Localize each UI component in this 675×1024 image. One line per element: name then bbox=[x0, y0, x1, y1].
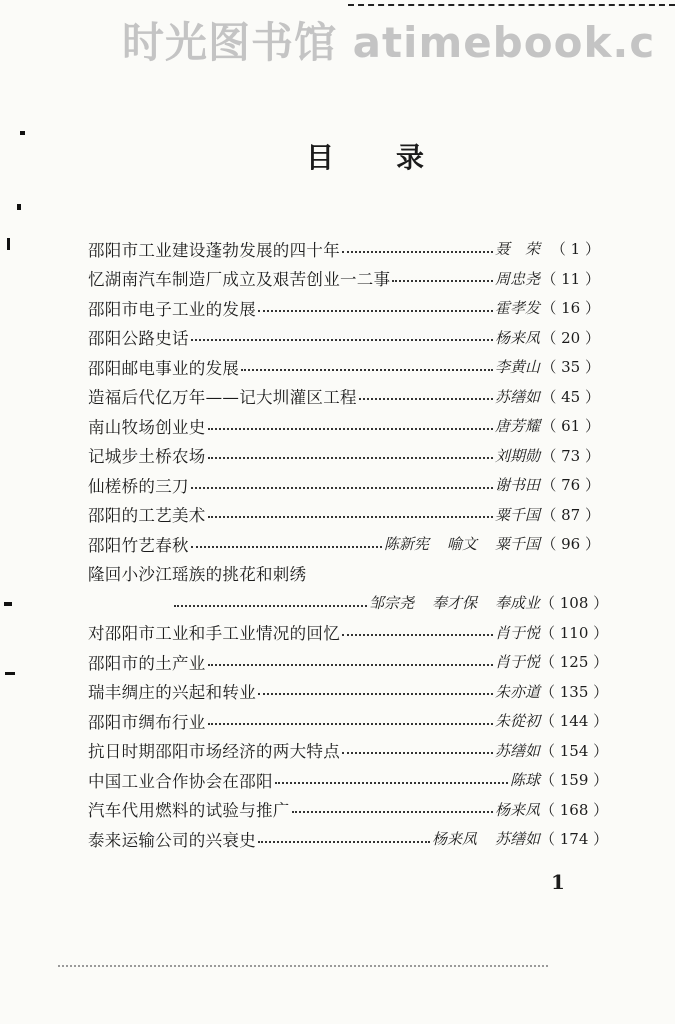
toc-entry bbox=[88, 382, 600, 412]
toc-entry bbox=[88, 559, 600, 589]
toc-entry-authors bbox=[432, 828, 540, 849]
toc-entry-page: （ 11 ） bbox=[541, 269, 600, 288]
author-name: 肖于悦 bbox=[494, 653, 540, 672]
toc-entry bbox=[88, 706, 609, 736]
watermark: 时光图书馆 atimebook.c bbox=[122, 18, 656, 67]
toc-leader-dots bbox=[342, 634, 493, 636]
author-name: 周忠尧 bbox=[494, 269, 540, 288]
toc-entry-page: （ 159 ） bbox=[540, 771, 609, 790]
toc-entry-page: （ 96 ） bbox=[541, 535, 600, 554]
author-name: 粟千国 bbox=[494, 505, 540, 524]
author-name: 苏缮如 bbox=[494, 741, 540, 760]
toc-entry bbox=[88, 234, 600, 264]
toc-entry-page: （ 20 ） bbox=[541, 328, 600, 347]
toc-leader-dots bbox=[292, 811, 493, 813]
toc-entry-authors bbox=[495, 740, 540, 761]
toc-leader-dots bbox=[208, 723, 493, 725]
toc-entry-page: （ 144 ） bbox=[540, 712, 609, 731]
author-name: 朱亦道 bbox=[494, 682, 540, 701]
toc-entry-page: （ 174 ） bbox=[540, 830, 609, 849]
toc-entry bbox=[88, 647, 609, 677]
toc-entry-title: 汽车代用燃料的试验与推广 bbox=[88, 801, 290, 821]
toc-entry-page: （ 110 ） bbox=[540, 623, 609, 642]
toc-entry-title: 造福后代亿万年——记大圳灌区工程 bbox=[88, 388, 357, 408]
toc-entry-title: 对邵阳市工业和手工业情况的回忆 bbox=[88, 624, 340, 644]
toc-leader-dots bbox=[275, 782, 508, 784]
page-number: 1 bbox=[551, 870, 565, 894]
toc-entry-title: 瑞丰绸庄的兴起和转业 bbox=[88, 683, 256, 703]
toc-entry-title: 邵阳市的土产业 bbox=[88, 653, 206, 673]
author-name: 肖于悦 bbox=[494, 623, 540, 642]
toc-leader-dots bbox=[174, 605, 367, 607]
toc-entry-page: （ 35 ） bbox=[541, 358, 600, 377]
toc-entry-page: （ 61 ） bbox=[541, 417, 600, 436]
toc-leader-dots bbox=[258, 310, 493, 312]
toc-entry-authors bbox=[495, 327, 540, 348]
toc-entry bbox=[88, 293, 600, 323]
toc-entry-title: 南山牧场创业史 bbox=[88, 417, 206, 437]
toc-leader-dots bbox=[208, 516, 493, 518]
toc-entry-authors bbox=[384, 533, 540, 554]
toc-entry bbox=[88, 529, 600, 559]
author-name: 邹宗尧 bbox=[368, 594, 414, 613]
toc-entry-page: （ 154 ） bbox=[540, 741, 609, 760]
toc-leader-dots bbox=[208, 428, 493, 430]
scan-noise-line bbox=[58, 965, 548, 967]
author-name: 谢书田 bbox=[494, 476, 540, 495]
toc-entry-page: （ 73 ） bbox=[541, 446, 600, 465]
toc-entry-title: 忆湖南汽车制造厂成立及艰苦创业一二事 bbox=[88, 270, 391, 290]
toc-leader-dots bbox=[342, 251, 493, 253]
toc-entry-page: （ 135 ） bbox=[540, 682, 609, 701]
author-name: 杨来凤 bbox=[494, 328, 540, 347]
scan-mark bbox=[20, 131, 25, 135]
toc-entry bbox=[88, 765, 609, 795]
toc-entry-page: （ 168 ） bbox=[540, 800, 609, 819]
toc-entry bbox=[88, 441, 600, 471]
toc-leader-dots bbox=[208, 457, 493, 459]
toc-leader-dots bbox=[342, 752, 493, 754]
toc-entry bbox=[88, 470, 600, 500]
author-name: 陈新宪 bbox=[383, 535, 429, 554]
author-name: 聂 荣 bbox=[494, 240, 540, 259]
toc-entry-authors bbox=[495, 474, 540, 495]
author-name: 杨来凤 bbox=[431, 830, 477, 849]
toc-entry-page: （ 16 ） bbox=[541, 299, 600, 318]
toc-entry-page: （ 125 ） bbox=[540, 653, 609, 672]
author-name: 李黄山 bbox=[494, 358, 540, 377]
toc-entry bbox=[88, 677, 609, 707]
toc-entry-authors bbox=[495, 238, 540, 259]
toc-entry bbox=[88, 264, 600, 294]
toc-leader-dots bbox=[359, 398, 493, 400]
toc-entry-authors bbox=[495, 415, 540, 436]
author-name: 刘期勋 bbox=[494, 446, 540, 465]
toc-entry bbox=[88, 323, 600, 353]
toc-entry-page: （ 76 ） bbox=[541, 476, 600, 495]
toc-leader-dots bbox=[241, 369, 493, 371]
toc-entry-title: 邵阳公路史话 bbox=[88, 329, 189, 349]
toc-leader-dots bbox=[258, 841, 430, 843]
toc-entry-title: 记城步土桥农场 bbox=[88, 447, 206, 467]
toc-entry-authors bbox=[495, 356, 540, 377]
toc-entry-page: （ 87 ） bbox=[541, 505, 600, 524]
toc-entry-page: （ 1 ） bbox=[550, 240, 600, 259]
author-name: 杨来凤 bbox=[494, 800, 540, 819]
toc-entry-title: 邵阳竹艺春秋 bbox=[88, 535, 189, 555]
toc-entry-title: 中国工业合作协会在邵阳 bbox=[88, 771, 273, 791]
author-name: 朱從初 bbox=[494, 712, 540, 731]
author-name: 霍孝发 bbox=[494, 299, 540, 318]
table-of-contents bbox=[88, 234, 609, 854]
toc-leader-dots bbox=[191, 546, 382, 548]
top-dashed-rule bbox=[348, 4, 675, 6]
toc-entry-authors bbox=[495, 710, 540, 731]
page-title: 目录 bbox=[306, 141, 487, 174]
toc-entry-page: （ 45 ） bbox=[541, 387, 600, 406]
toc-entry-authors bbox=[495, 504, 540, 525]
toc-leader-dots bbox=[191, 487, 493, 489]
scan-mark bbox=[7, 238, 10, 250]
toc-entry-title: 隆回小沙江瑶族的挑花和刺绣 bbox=[88, 565, 307, 585]
author-name: 奉才保 bbox=[431, 594, 477, 613]
toc-entry bbox=[88, 618, 609, 648]
toc-entry-authors bbox=[495, 297, 540, 318]
author-name: 粟千国 bbox=[494, 535, 540, 554]
toc-entry-authors bbox=[495, 651, 540, 672]
toc-entry-authors bbox=[495, 681, 540, 702]
toc-entry-title: 邵阳邮电事业的发展 bbox=[88, 358, 240, 378]
toc-leader-dots bbox=[191, 339, 493, 341]
author-name: 唐芳耀 bbox=[494, 417, 540, 436]
toc-entry-page: （ 108 ） bbox=[540, 594, 609, 613]
toc-entry-title: 邵阳市绸布行业 bbox=[88, 712, 206, 732]
toc-entry-title: 邵阳的工艺美术 bbox=[88, 506, 206, 526]
author-name: 喻文 bbox=[446, 535, 477, 554]
author-name: 陈球 bbox=[509, 771, 540, 790]
toc-entry-authors bbox=[495, 268, 540, 289]
scan-mark bbox=[17, 204, 21, 210]
toc-entry-title: 邵阳市工业建设蓬勃发展的四十年 bbox=[88, 240, 340, 260]
toc-entry bbox=[88, 795, 609, 825]
toc-entry-authors bbox=[495, 799, 540, 820]
toc-leader-dots bbox=[258, 693, 493, 695]
scan-mark bbox=[4, 602, 12, 606]
toc-entry-authors bbox=[510, 769, 540, 790]
scan-mark bbox=[5, 672, 15, 675]
toc-entry bbox=[88, 352, 600, 382]
author-name: 奉成业 bbox=[494, 594, 540, 613]
toc-entry bbox=[88, 500, 600, 530]
toc-entry-title: 仙槎桥的三刀 bbox=[88, 476, 189, 496]
toc-entry-title: 泰来运输公司的兴衰史 bbox=[88, 830, 256, 850]
toc-entry-authors bbox=[495, 386, 540, 407]
toc-entry-title: 抗日时期邵阳市场经济的两大特点 bbox=[88, 742, 340, 762]
toc-entry bbox=[88, 736, 609, 766]
toc-entry-title: 邵阳市电子工业的发展 bbox=[88, 299, 256, 319]
toc-entry-authors bbox=[495, 622, 540, 643]
toc-leader-dots bbox=[208, 664, 493, 666]
toc-entry bbox=[88, 824, 609, 854]
toc-entry bbox=[88, 411, 600, 441]
toc-leader-dots bbox=[392, 280, 493, 282]
toc-entry bbox=[88, 588, 609, 618]
author-name: 苏缮如 bbox=[494, 387, 540, 406]
toc-entry-authors bbox=[495, 445, 540, 466]
author-name: 苏缮如 bbox=[494, 830, 540, 849]
toc-entry-authors bbox=[369, 592, 540, 613]
